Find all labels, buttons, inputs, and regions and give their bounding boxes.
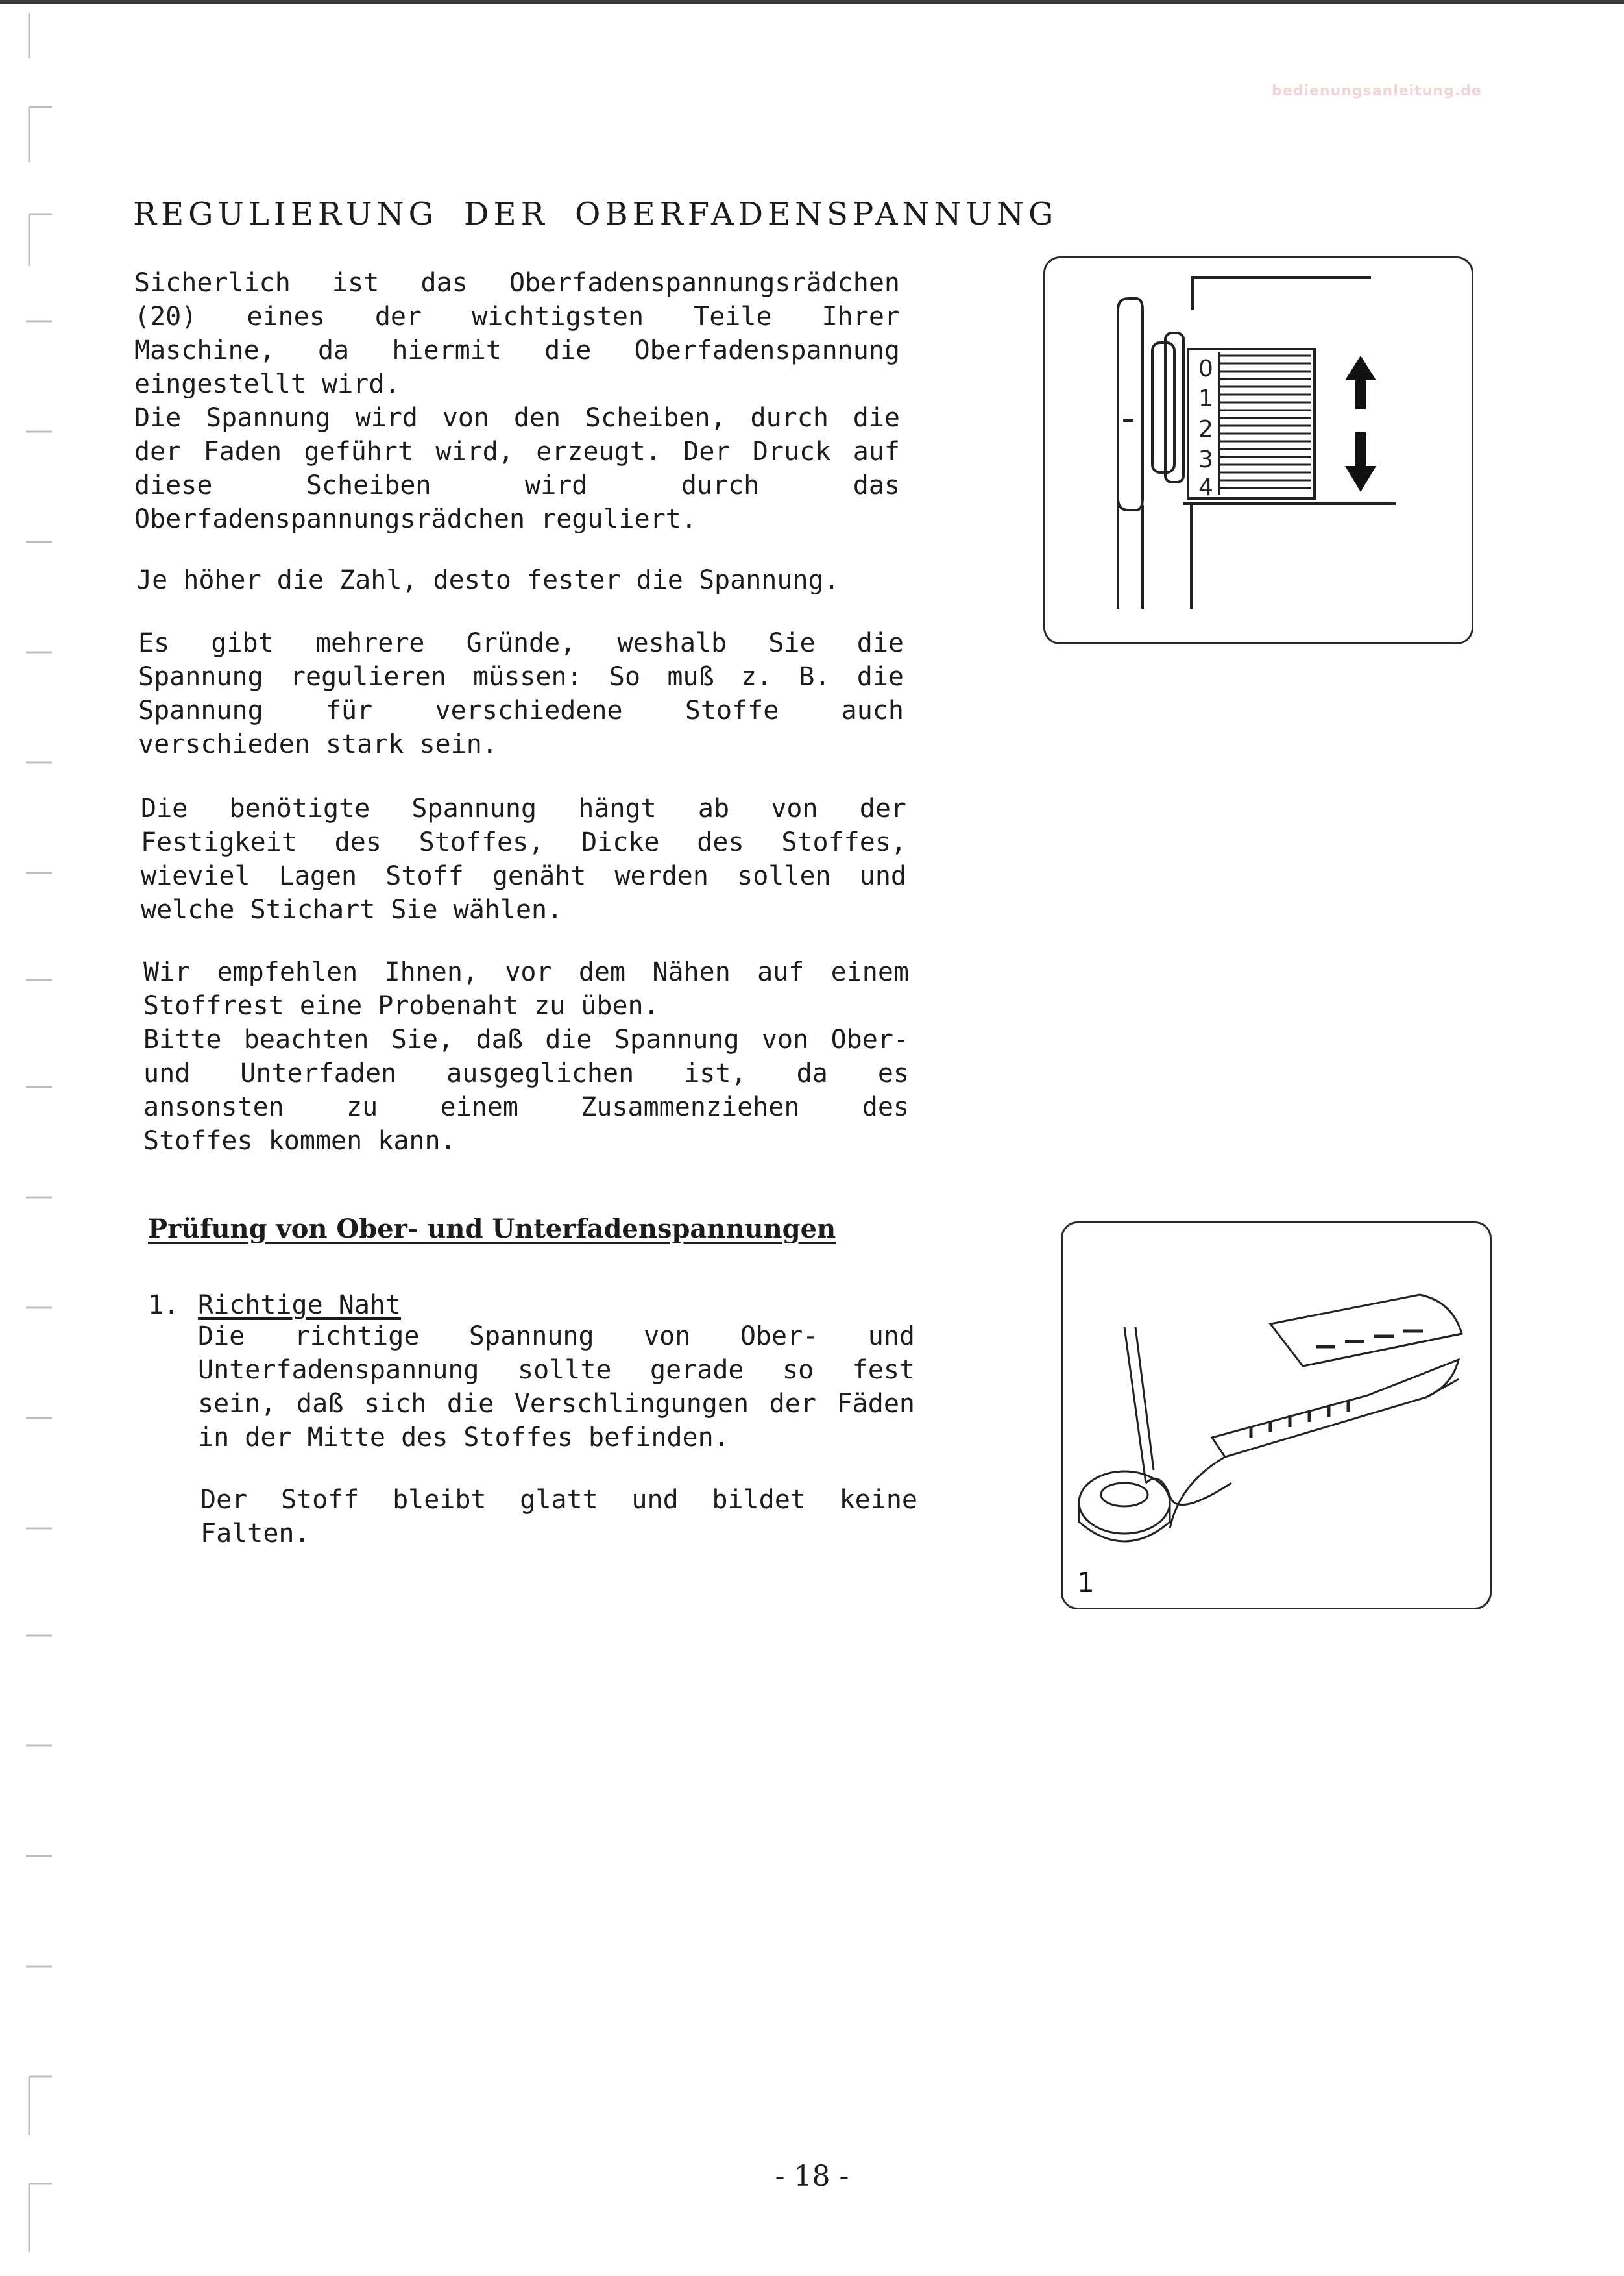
top-border	[0, 0, 1624, 4]
fabric-top-layer	[1270, 1295, 1462, 1366]
stitch-figure	[1061, 1221, 1492, 1609]
page-number: - 18 -	[775, 2160, 849, 2193]
text-line: und Unterfaden ausgeglichen ist, da es	[143, 1058, 909, 1088]
dial-ribbing	[1219, 352, 1311, 495]
section-subheading: Prüfung von Ober- und Unterfadenspannungen	[148, 1214, 836, 1244]
text-line: Stoffes kommen kann.	[143, 1126, 456, 1156]
watermark: bedienungsanleitung.de	[1272, 83, 1482, 99]
text-line: welche Stichart Sie wählen.	[141, 895, 563, 925]
bobbin	[1079, 1471, 1170, 1534]
text-line: in der Mitte des Stoffes befinden.	[198, 1423, 729, 1452]
bobbin-inner	[1101, 1483, 1148, 1506]
dial-number: 0	[1198, 356, 1213, 382]
tension-disc	[1118, 299, 1143, 510]
text-line: Oberfadenspannungsrädchen reguliert.	[134, 504, 697, 534]
dial-number: 3	[1198, 447, 1213, 473]
page-title: REGULIERUNG DER OBERFADENSPANNUNG	[133, 196, 1058, 232]
arrow-up-icon	[1345, 356, 1376, 409]
text-line: ansonsten zu einem Zusammenziehen des	[143, 1092, 909, 1122]
text-line: Die benötigte Spannung hängt ab von der	[141, 794, 906, 824]
paragraph-item1-a	[198, 1319, 915, 1454]
paragraph-item1-b	[200, 1483, 917, 1550]
stitch-illustration	[1063, 1223, 1490, 1608]
text-line: wieviel Lagen Stoff genäht werden sollen und	[141, 861, 906, 891]
tension-hub	[1152, 343, 1174, 472]
text-line: Spannung für verschiedene Stoffe auch	[138, 696, 904, 726]
text-line: Spannung regulieren müssen: So muß z. B. die	[138, 662, 904, 692]
text-line: Wir empfehlen Ihnen, vor dem Nähen auf einem	[143, 957, 909, 987]
text-line: Die Spannung wird von den Scheiben, durch die	[134, 403, 900, 433]
paragraph-recommend	[143, 955, 909, 1158]
text-line: Falten.	[200, 1519, 310, 1548]
text-line: Die richtige Spannung von Ober- und	[198, 1321, 915, 1351]
dial-number: 1	[1198, 385, 1213, 412]
paragraph-intro	[134, 266, 900, 536]
needle	[1124, 1327, 1154, 1483]
text-line: Festigkeit des Stoffes, Dicke des Stoffes,	[141, 827, 906, 857]
text-line: diese Scheiben wird durch das	[134, 471, 900, 500]
bobbin-side	[1079, 1502, 1170, 1541]
text-line: Bitte beachten Sie, daß die Spannung von Ober-	[143, 1025, 909, 1055]
housing-top-line	[1193, 278, 1371, 310]
paragraph-number	[136, 563, 902, 597]
text-line: Der Stoff bleibt glatt und bildet keine	[200, 1485, 917, 1515]
tension-dial-illustration	[1045, 258, 1472, 642]
paragraph-depends	[141, 792, 906, 927]
text-line: sein, daß sich die Verschlingungen der Fäden	[198, 1389, 915, 1419]
text-line: Maschine, da hiermit die Oberfadenspannung	[134, 336, 900, 365]
text-line: Unterfadenspannung sollte gerade so fest	[198, 1355, 915, 1385]
text-line: Sicherlich ist das Oberfadenspannungsrädchen	[134, 268, 900, 298]
text-line: Es gibt mehrere Gründe, weshalb Sie die	[138, 628, 904, 658]
fabric-bottom-layer	[1212, 1360, 1459, 1457]
dial-number: 4	[1198, 474, 1213, 501]
text-line: (20) eines der wichtigsten Teile Ihrer	[134, 302, 900, 332]
tension-dial-figure	[1043, 256, 1473, 644]
list-item-title: Richtige Naht	[198, 1290, 402, 1320]
text-line: eingestellt wird.	[134, 369, 400, 399]
figure-label: 1	[1077, 1567, 1095, 1598]
arrow-down-icon	[1345, 432, 1376, 492]
text-line: Je höher die Zahl, desto fester die Spannung.	[136, 565, 840, 595]
text-line: der Faden geführt wird, erzeugt. Der Druck auf	[134, 437, 900, 467]
binding-marks	[0, 0, 58, 2276]
paragraph-reasons	[138, 626, 904, 761]
dial-number: 2	[1198, 416, 1213, 443]
fabric-top-layer-edge	[1303, 1334, 1462, 1366]
text-line: verschieden stark sein.	[138, 729, 498, 759]
list-item-number: 1.	[148, 1290, 180, 1320]
text-line: Stoffrest eine Probenaht zu üben.	[143, 991, 659, 1021]
